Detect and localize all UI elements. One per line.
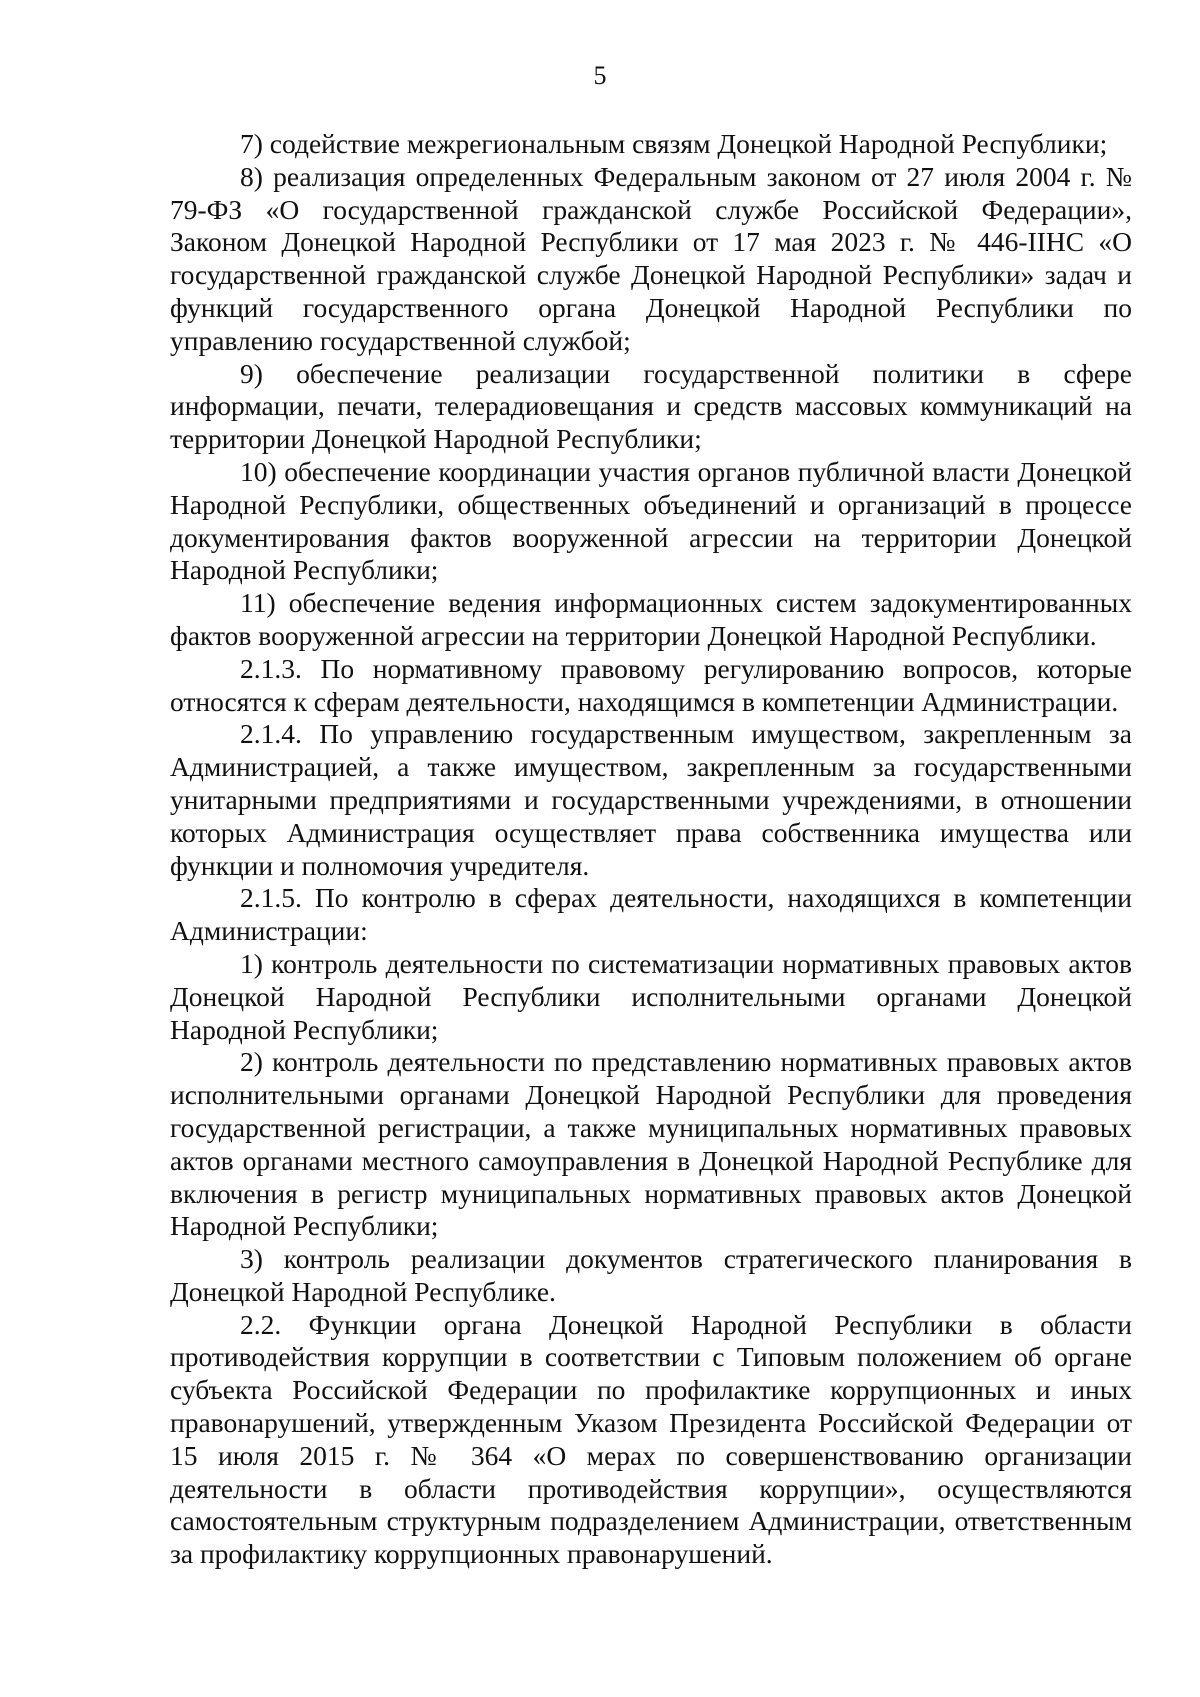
paragraph-item-8: 8) реализация определенных Федеральным законом от 27 июля 2004 г. № 79-ФЗ «О государственной гражданской службе Российской Федерации», Законом Донецкой Народной Республики от 17 мая 2023 г. № 446-IIНС «О государственной гражданской службе Донецкой Народной Республики» задач и функций государственного органа Донецкой Народной Республики по управлению государственной службой; [170,160,1132,356]
document-body [170,128,1132,1571]
paragraph-item-7: 7) содействие межрегиональным связям Донецкой Народной Республики; [240,128,1108,159]
paragraph-item-10: 10) обеспечение координации участия органов публичной власти Донецкой Народной Республики, общественных объединений и организаций в процессе документирования фактов вооруженной агрессии на территории Донецкой Народной Республики; [170,455,1132,586]
page-number: 5 [593,61,607,90]
paragraph-2-1-5: 2.1.5. По контролю в сферах деятельности, находящихся в компетенции Администрации: [170,882,1132,947]
paragraph-item-9: 9) обеспечение реализации государственной политики в сфере информации, печати, телерадиовещания и средств массовых коммуникаций на территории Донецкой Народной Республики; [170,357,1132,455]
paragraph-control-2: 2) контроль деятельности по представлению нормативных правовых актов исполнительными органами Донецкой Народной Республики для проведения государственной регистрации, а также муниципальных нормативных правовых актов органами местного самоуправления в Донецкой Народной Республике для включения в регистр муниципальных нормативных правовых актов Донецкой Народной Республики; [170,1046,1132,1242]
paragraph-2-1-3: 2.1.3. По нормативному правовому регулированию вопросов, которые относятся к сферам деятельности, находящимся в компетенции Администрации. [170,652,1132,717]
paragraph-control-1: 1) контроль деятельности по систематизации нормативных правовых актов Донецкой Народной Республики исполнительными органами Донецкой Народной Республики; [170,947,1132,1045]
paragraph-control-3: 3) контроль реализации документов стратегического планирования в Донецкой Народной Республике. [170,1243,1132,1307]
paragraph-2-1-4: 2.1.4. По управлению государственным имуществом, закрепленным за Администрацией, а также имуществом, закрепленным за государственными унитарными предприятиями и государственными учреждениями, в отношении которых Администрация осуществляет права собственника имущества или функции и полномочия учредителя. [170,718,1132,881]
paragraph-item-11: 11) обеспечение ведения информационных систем задокументированных фактов вооруженной агрессии на территории Донецкой Народной Республики. [170,587,1132,651]
paragraph-2-2: 2.2. Функции органа Донецкой Народной Республики в области противодействия коррупции в соответствии с Типовым положением об органе субъекта Российской Федерации по профилактике коррупционных и иных правонарушений, утвержденным Указом Президента Российской Федерации от 15 июля 2015 г. № 364 «О мерах по совершенствованию организации деятельности в области противодействия коррупции», осуществляются самостоятельным структурным подразделением Администрации, ответственным за профилактику коррупционных правонарушений. [170,1308,1132,1570]
